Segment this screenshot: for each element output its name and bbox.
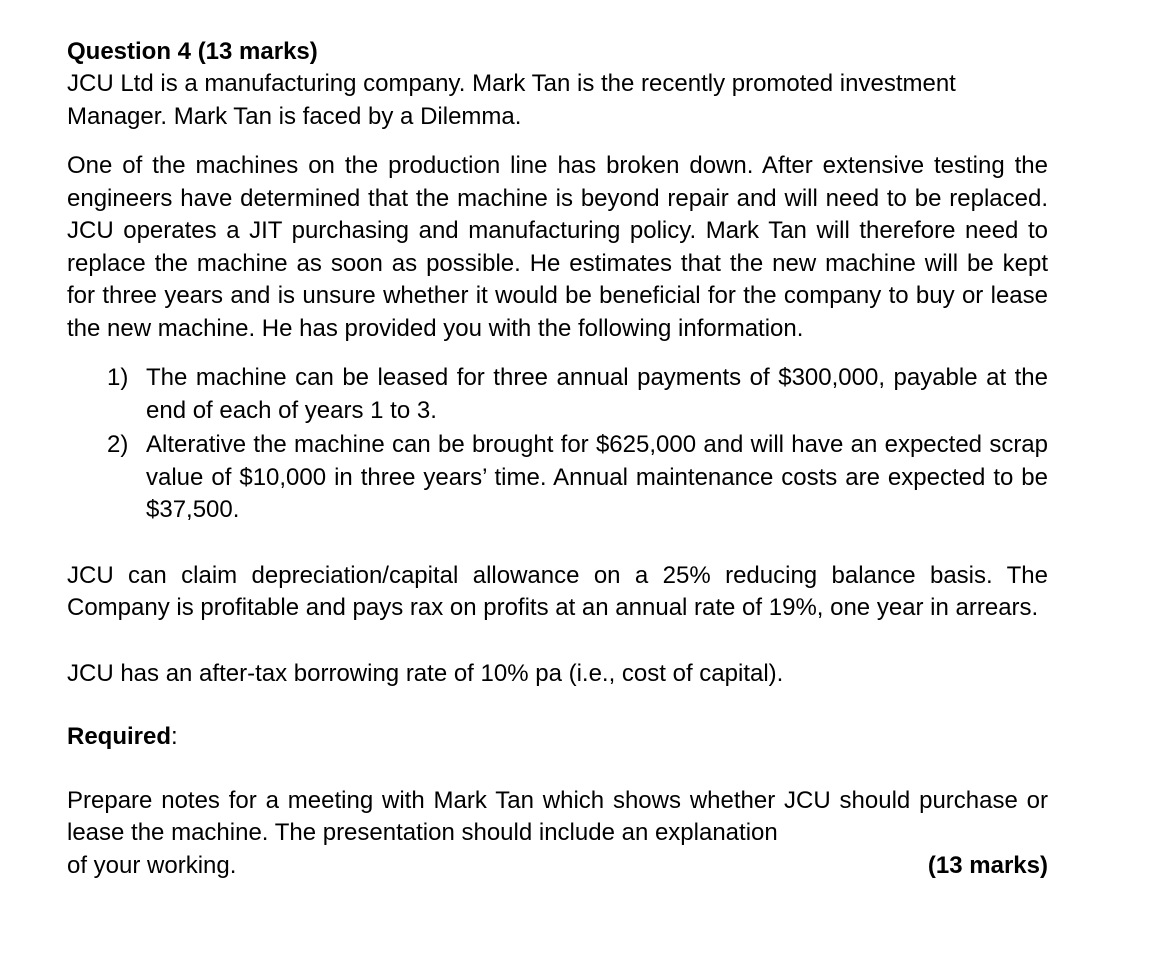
depreciation-paragraph: JCU can claim depreciation/capital allowance on a 25% reducing balance basis. The Company is profitable and pays rax on profits at an annual rate of 19%, one year in arrears. <box>67 561 1048 621</box>
list-item-text: Alterative the machine can be brought for $625,000 and will have an expected scrap value of $10,000 in three years’ time. Annual maintenance costs are expected to be $37,500. <box>146 431 1048 523</box>
scenario-paragraph: One of the machines on the production line has broken down. After extensive testing the engineers have determined that the machine is beyond repair and will need to be replaced. JCU operates a JIT purchasing and manufacturing policy. Mark Tan will therefore need to replace the machine as soon as possible. He estimates that the new machine will be kept for three years and is unsure whether it would be beneficial for the company to buy or lease the new machine. He has provided you with the following information. <box>67 152 1048 342</box>
task-last-line-text: of your working. <box>67 851 237 879</box>
list-item <box>67 362 1048 427</box>
marks-label: (13 marks) <box>927 851 1048 879</box>
list-item-text: The machine can be leased for three annual payments of $300,000, payable at the end of each of years 1 to 3. <box>146 364 1048 424</box>
required-heading <box>67 721 1048 754</box>
question-document <box>67 36 1048 882</box>
task-text: Prepare notes for a meeting with Mark Tan which shows whether JCU should purchase or lease the machine. The presentation should include an explanation <box>67 786 1048 846</box>
list-item <box>67 429 1048 527</box>
list-item-number: 1) <box>107 364 129 391</box>
required-label: Required <box>67 723 172 750</box>
question-title: Question 4 (13 marks) <box>67 38 318 65</box>
borrowing-rate-paragraph: JCU has an after-tax borrowing rate of 10% pa (i.e., cost of capital). <box>67 659 784 687</box>
task-last-line <box>67 850 1048 883</box>
information-list <box>67 362 1048 527</box>
intro-paragraph: JCU Ltd is a manufacturing company. Mark Tan is the recently promoted investment Manager. Mark Tan is faced by a Dilemma. <box>67 70 956 130</box>
task-paragraph <box>67 785 1048 883</box>
list-item-number: 2) <box>107 431 129 458</box>
required-colon: : <box>171 723 178 750</box>
